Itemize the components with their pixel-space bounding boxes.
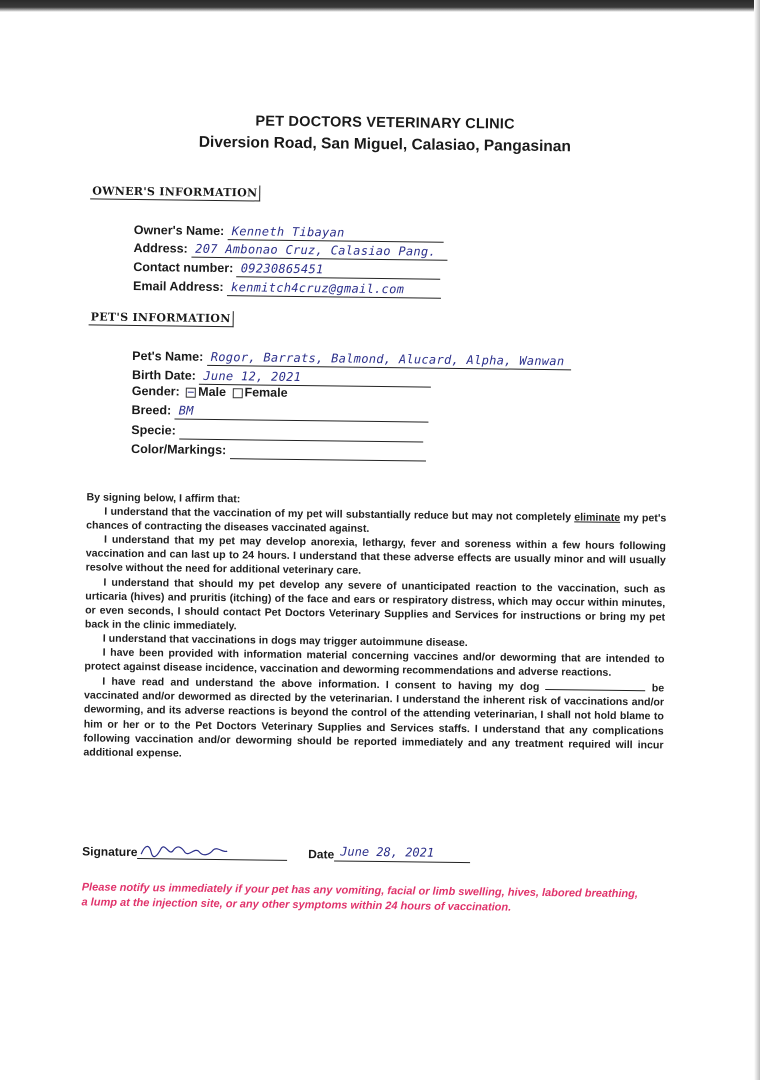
p1-underlined-word: eliminate [574,511,621,525]
pet-gender-label: Gender: [131,383,180,399]
p6-text-a: I have read and understand the above information. I consent to having my dog [102,675,540,694]
pet-specie-label: Specie: [131,422,176,438]
clinic-name: PET DOCTORS VETERINARY CLINIC [255,113,515,133]
dog-name-blank[interactable] [546,679,646,691]
symptom-notice: Please notify us immediately if your pet has any vomiting, facial or limb swelling, hives, labored breathing, a lump at the injection site, or any other symptoms within 24 hours of vaccination. [81,881,639,914]
date-label: Date [308,847,335,862]
pet-color-label: Color/Markings: [131,441,227,458]
pet-birth-label: Birth Date: [131,367,196,383]
owner-address-field[interactable]: 207 Ambonao Cruz, Calasiao Pang. [191,241,447,261]
clinic-address: Diversion Road, San Miguel, Calasiao, Pangasinan [198,133,571,156]
pet-section-title: PET'S INFORMATION [89,309,234,327]
date-field[interactable]: June 28, 2021 [334,844,470,863]
male-option-label: Male [198,384,227,400]
affirmation-intro: By signing below, I affirm that: [86,491,241,506]
pet-birth-field[interactable]: June 12, 2021 [199,368,431,388]
handwritten-signature [139,842,229,859]
pet-breed-row [131,401,428,423]
female-option-label: Female [244,385,288,400]
owner-email-field[interactable]: kenmitch4cruz@gmail.com [227,279,441,299]
pet-breed-label: Breed: [131,402,172,418]
owner-contact-label: Contact number: [133,259,234,276]
affirmation-paragraph-3: I understand that should my pet develop any severe of unanticipated reaction to the vaccination, such as urticaria (hives) and pruritis (itching) of the face and ears or respiratory distress, which may occur within minutes, or even seconds, I should contact Pet Doctors Veterinary Supplies and Services for instructions or bring my pet back in the clinic immediately. [84,576,666,633]
male-checkbox[interactable] [186,387,196,397]
affirmation-paragraph-2: I understand that my pet may develop anorexia, lethargy, fever and soreness within a few hours following vaccination and can last up to 24 hours. I understand that these adverse effects are usually minor and will usually resolve without the need for additional veterinary care. [85,533,667,578]
pet-specie-row [131,421,423,443]
female-checkbox[interactable] [232,388,242,398]
owner-name-label: Owner's Name: [133,222,225,239]
pet-breed-field[interactable]: BM [175,402,429,422]
p1-text-b: my pet's chances of contracting the diseases vaccinated against. [86,512,667,536]
owner-contact-row [133,258,441,280]
signature-row [82,841,470,863]
owner-email-row [133,277,441,299]
owner-section-title: OWNER'S INFORMATION [90,183,260,201]
affirmation-paragraph-5: I have been provided with information material concerning vaccines and/or deworming that are intended to protect against disease incidence, vaccination and deworming recommendations and adverse reactions. [84,646,665,679]
signature-field[interactable] [137,842,287,861]
p6-text-b: be vaccinated and/or dewormed as directed by the veterinarian. I understand the inherent risk of vaccinations and/or deworming, and its adverse reactions is beyond the control of the attending veterinarian, I shall not hold blame to him or her or to the Pet Doctors Veterinary Supplies and Services staffs. I understand that any complications following vaccination and/or deworming should be reported immediately and any treatment required will incur additional expense. [83,682,665,760]
pet-gender-row [132,384,288,400]
affirmation-paragraph-4: I understand that vaccinations in dogs may trigger autoimmune disease. [102,632,468,650]
pet-color-row [131,440,426,462]
p1-text-a: I understand that the vaccination of my pet will substantially reduce but may not completely [104,505,572,524]
owner-address-row [133,239,447,261]
pet-name-label: Pet's Name: [132,348,204,364]
pet-specie-field[interactable] [179,423,423,443]
signature-label: Signature [82,844,138,860]
owner-contact-field[interactable]: 09230865451 [237,260,441,279]
owner-name-field[interactable]: Kenneth Tibayan [228,223,444,243]
pet-name-field[interactable]: Rogor, Barrats, Balmond, Alucard, Alpha, Wanwan [207,349,571,370]
pet-color-field[interactable] [230,442,426,461]
affirmation-paragraph-6 [83,674,664,767]
owner-address-label: Address: [133,240,188,256]
affirmation-block [83,490,666,766]
owner-email-label: Email Address: [132,278,224,295]
